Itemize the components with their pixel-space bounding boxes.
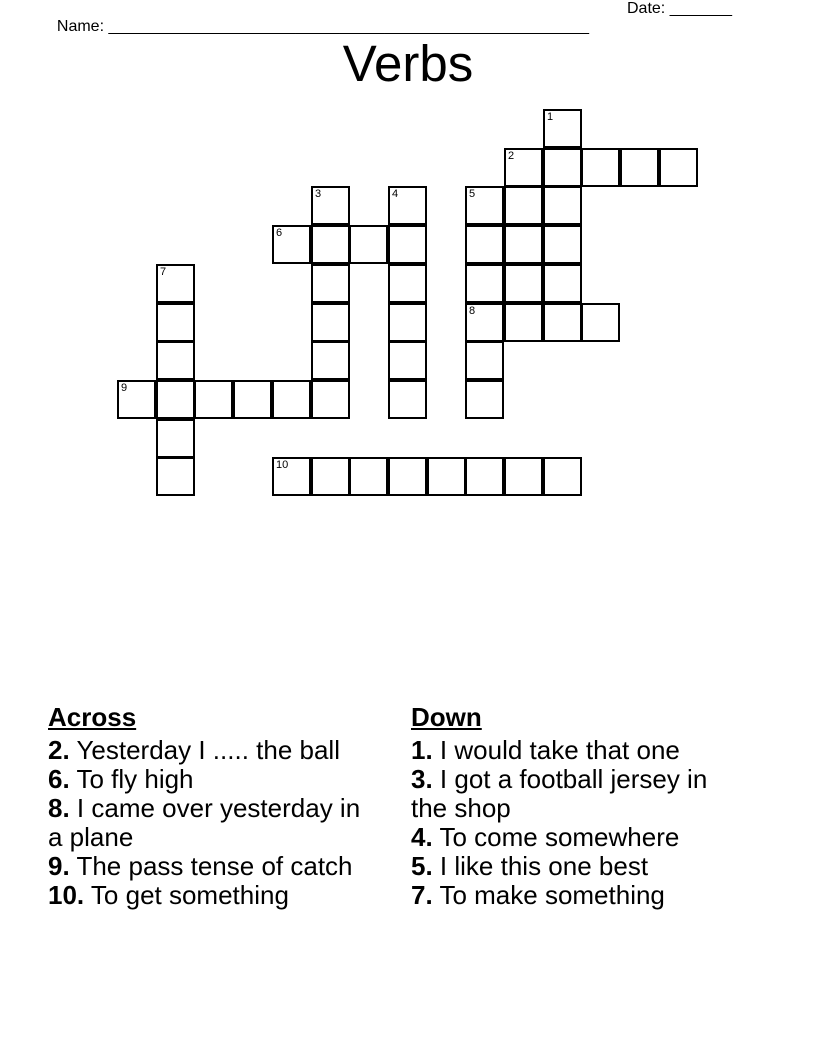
crossword-cell[interactable] — [543, 264, 582, 303]
crossword-cell[interactable] — [543, 109, 582, 148]
crossword-cell[interactable] — [504, 148, 543, 187]
clue-text: Yesterday I ..... the ball — [76, 735, 340, 765]
across-clue — [48, 881, 378, 910]
down-heading: Down — [411, 702, 482, 732]
crossword-cell[interactable] — [543, 148, 582, 187]
clue-number: 2. — [48, 735, 70, 765]
name-field-label: Name: ______________________________________________________ — [56, 18, 589, 35]
crossword-cell[interactable] — [620, 148, 659, 187]
crossword-cell[interactable] — [194, 380, 233, 419]
crossword-cell[interactable] — [427, 457, 466, 496]
crossword-cell[interactable] — [272, 380, 311, 419]
clue-text: I like this one best — [439, 851, 649, 881]
crossword-cell[interactable] — [543, 457, 582, 496]
clue-number: 6. — [48, 764, 70, 794]
clue-number: 7 — [160, 266, 167, 278]
crossword-cell[interactable] — [504, 225, 543, 264]
crossword-cell[interactable] — [311, 457, 350, 496]
crossword-cell[interactable] — [543, 303, 582, 342]
page-title: Verbs — [342, 35, 474, 92]
across-clue — [48, 736, 378, 765]
crossword-cell[interactable] — [465, 303, 504, 342]
across-clues — [48, 702, 378, 910]
crossword-cell[interactable] — [388, 380, 427, 419]
clue-text: To get something — [90, 880, 289, 910]
clue-text: To fly high — [76, 764, 194, 794]
crossword-cell[interactable] — [156, 264, 195, 303]
crossword-cell[interactable] — [581, 148, 620, 187]
clue-number: 6 — [276, 227, 283, 239]
crossword-cell[interactable] — [504, 457, 543, 496]
clue-text: The pass tense of catch — [76, 851, 353, 881]
crossword-cell[interactable] — [311, 380, 350, 419]
clue-number: 2 — [508, 150, 515, 162]
down-clues — [411, 702, 741, 910]
crossword-cell[interactable] — [465, 457, 504, 496]
crossword-cell[interactable] — [388, 225, 427, 264]
crossword-cell[interactable] — [156, 457, 195, 496]
clue-number: 10 — [276, 459, 289, 471]
down-clue — [411, 852, 741, 881]
crossword-cell[interactable] — [349, 225, 388, 264]
across-clue — [48, 852, 378, 881]
clue-text: To come somewhere — [439, 822, 680, 852]
clue-number: 1 — [547, 111, 554, 123]
clue-text: To make something — [439, 880, 665, 910]
crossword-cell[interactable] — [272, 225, 311, 264]
crossword-cell[interactable] — [465, 225, 504, 264]
crossword-cell[interactable] — [543, 186, 582, 225]
crossword-grid — [0, 0, 816, 520]
crossword-cell[interactable] — [465, 264, 504, 303]
clue-text: I came over yesterday in a plane — [48, 793, 361, 852]
crossword-cell[interactable] — [311, 264, 350, 303]
clue-number: 1. — [411, 735, 433, 765]
clue-number: 3 — [315, 188, 322, 200]
crossword-cell[interactable] — [388, 264, 427, 303]
crossword-cell[interactable] — [349, 457, 388, 496]
crossword-cell[interactable] — [156, 419, 195, 458]
clue-number: 5 — [469, 188, 476, 200]
clue-number: 3. — [411, 764, 433, 794]
crossword-cell[interactable] — [311, 186, 350, 225]
crossword-cell[interactable] — [311, 341, 350, 380]
clue-number: 9. — [48, 851, 70, 881]
clue-number: 7. — [411, 880, 433, 910]
across-clue — [48, 794, 378, 852]
crossword-cell[interactable] — [233, 380, 272, 419]
crossword-cell[interactable] — [659, 148, 698, 187]
crossword-cell[interactable] — [504, 264, 543, 303]
crossword-cell[interactable] — [156, 303, 195, 342]
crossword-cell[interactable] — [272, 457, 311, 496]
down-clue — [411, 765, 741, 823]
date-field-label: Date: _______ — [627, 0, 732, 17]
crossword-cell[interactable] — [388, 457, 427, 496]
across-clue — [48, 765, 378, 794]
crossword-cell[interactable] — [465, 186, 504, 225]
crossword-cell[interactable] — [311, 303, 350, 342]
clue-number: 8 — [469, 305, 476, 317]
clue-number: 4. — [411, 822, 433, 852]
crossword-cell[interactable] — [581, 303, 620, 342]
crossword-cell[interactable] — [388, 303, 427, 342]
crossword-cell[interactable] — [465, 341, 504, 380]
crossword-cell[interactable] — [504, 186, 543, 225]
down-clue — [411, 881, 741, 910]
across-heading: Across — [48, 702, 137, 732]
crossword-cell[interactable] — [156, 380, 195, 419]
clue-number: 5. — [411, 851, 433, 881]
clue-number: 9 — [121, 382, 128, 394]
clue-text: I got a football jersey in the shop — [411, 764, 708, 823]
clue-number: 10. — [48, 880, 85, 910]
crossword-cell[interactable] — [117, 380, 156, 419]
clue-number: 4 — [392, 188, 399, 200]
down-clue — [411, 736, 741, 765]
crossword-cell[interactable] — [504, 303, 543, 342]
crossword-cell[interactable] — [543, 225, 582, 264]
crossword-cell[interactable] — [156, 341, 195, 380]
crossword-cell[interactable] — [388, 186, 427, 225]
crossword-cell[interactable] — [311, 225, 350, 264]
crossword-cell[interactable] — [388, 341, 427, 380]
crossword-cell[interactable] — [465, 380, 504, 419]
down-clue — [411, 823, 741, 852]
clue-text: I would take that one — [439, 735, 680, 765]
clue-number: 8. — [48, 793, 70, 823]
